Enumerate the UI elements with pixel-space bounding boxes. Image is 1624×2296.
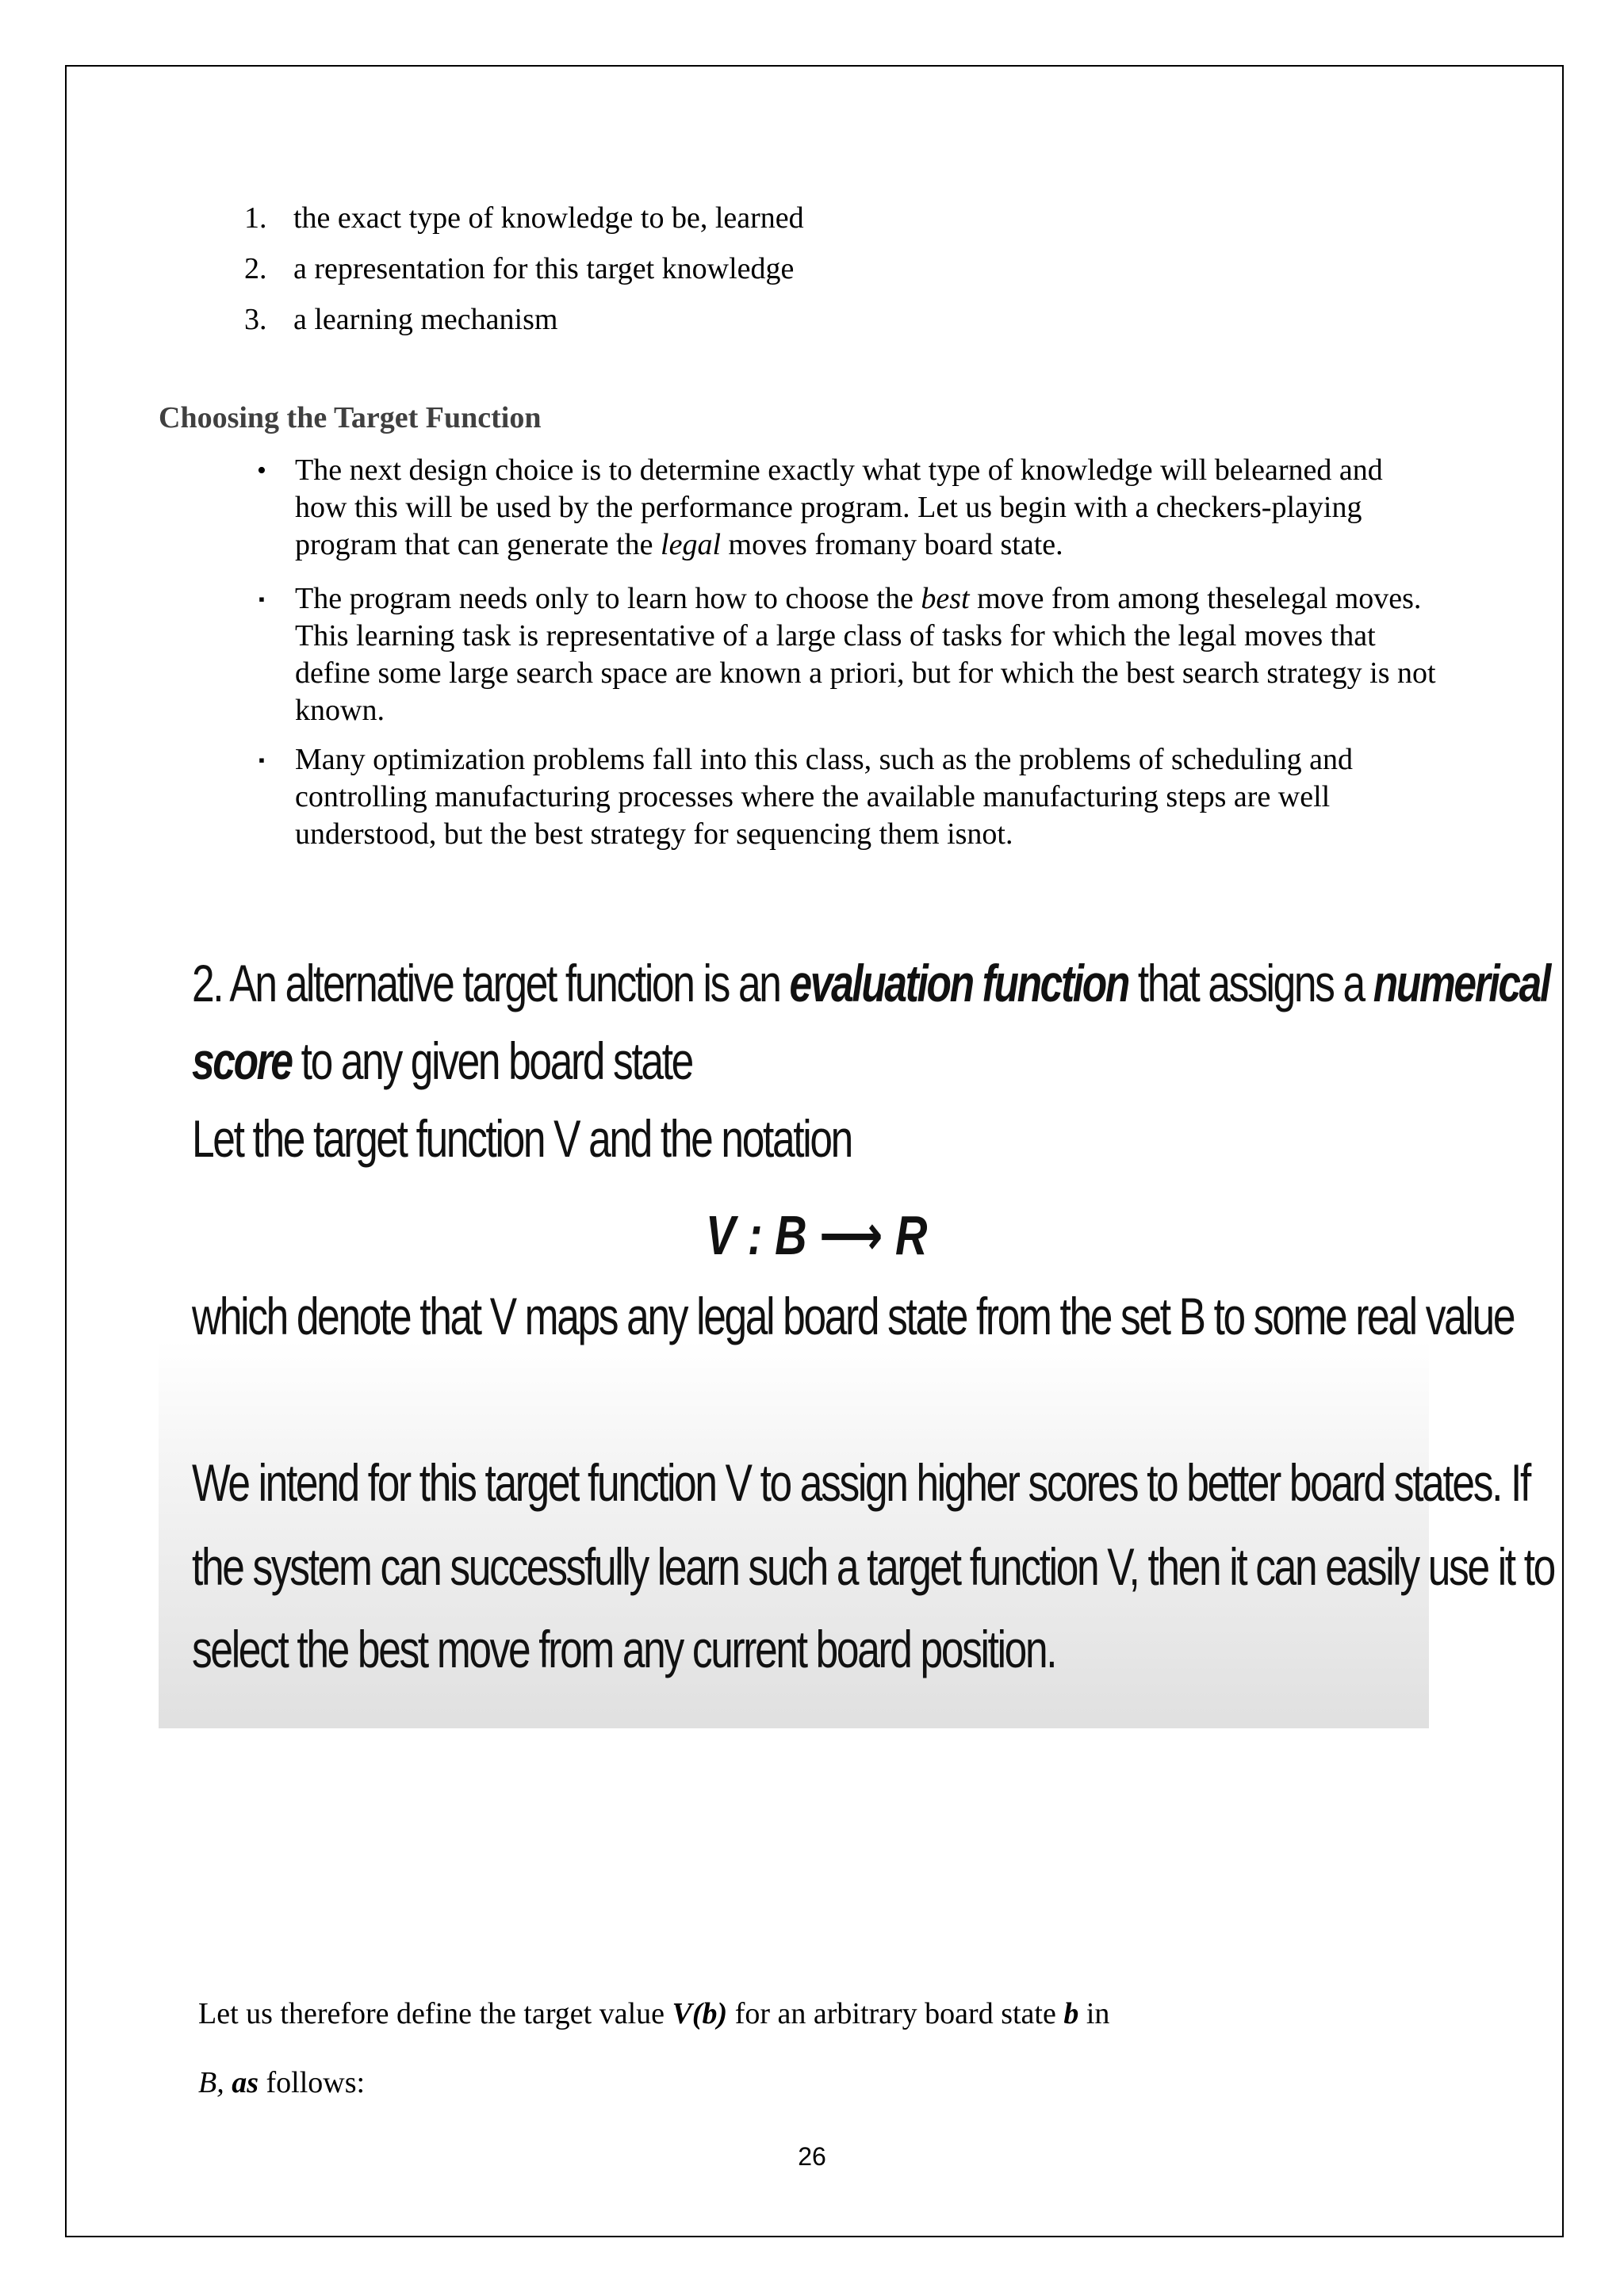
list-text: a learning mechanism xyxy=(293,303,558,336)
closing-line xyxy=(198,1995,1109,2033)
closing-line xyxy=(198,2064,365,2102)
closing-emphasis: as xyxy=(232,2066,259,2099)
bullet-emphasis: best xyxy=(921,582,970,615)
bullet-text: The next design choice is to determine exactly what type of knowledge will belearned and how this will be used by the performance program. Let us begin with a checkers-playing program that can generate the xyxy=(295,453,1383,561)
closing-text: in xyxy=(1078,1997,1110,2030)
bullet-square-icon: ▪ xyxy=(259,750,265,770)
closing-text: for an arbitrary board state xyxy=(727,1997,1064,2030)
figure-text: 2. An alternative target function is an xyxy=(192,954,790,1012)
bullet-square-icon: ▪ xyxy=(259,589,265,609)
bullet-text: move from among theselegal moves. This learning task is representative of a large class of tasks for which the legal moves that define some large search space are known a priori, but for which the best search strategy is not known. xyxy=(295,582,1436,727)
bullet-item xyxy=(259,580,1437,729)
figure-text: that assigns a xyxy=(1128,954,1373,1012)
figure-line xyxy=(192,953,1549,1013)
list-text: the exact type of knowledge to be, learned xyxy=(293,201,804,235)
figure-emphasis: score xyxy=(192,1031,292,1090)
bullet-text: moves fromany board state. xyxy=(721,528,1063,561)
list-item xyxy=(244,250,794,288)
bullet-item xyxy=(257,452,1437,564)
closing-text: Let us therefore define the target value xyxy=(198,1997,672,2030)
figure-emphasis: numerical xyxy=(1373,954,1549,1012)
bullet-text: Many optimization problems fall into this class, such as the problems of scheduling and controlling manufacturing processes where the available manufacturing steps are well understood, but the best strategy for sequencing them isnot. xyxy=(295,743,1353,851)
closing-emphasis: B, xyxy=(198,2066,232,2099)
figure-emphasis: evaluation function xyxy=(789,954,1128,1012)
list-item xyxy=(244,199,804,237)
list-text: a representation for this target knowledge xyxy=(293,252,795,285)
closing-text: follows: xyxy=(259,2066,366,2099)
list-item xyxy=(244,300,557,339)
closing-emphasis: b xyxy=(1063,1997,1079,2030)
bullet-text: The program needs only to learn how to choose the xyxy=(295,582,921,615)
closing-emphasis: V(b) xyxy=(672,1997,728,2030)
list-number: 1. xyxy=(244,201,267,235)
figure-line: which denote that V maps any legal board state from the set B to some real value xyxy=(192,1287,1515,1345)
list-number: 2. xyxy=(244,252,267,285)
figure-line: We intend for this target function V to assign higher scores to better board states. If xyxy=(192,1453,1530,1512)
figure-line xyxy=(192,1031,692,1091)
slide-figure xyxy=(159,866,1554,1728)
page-number: 26 xyxy=(798,2142,826,2171)
figure-formula: V : B ⟶ R xyxy=(706,1204,928,1266)
section-heading: Choosing the Target Function xyxy=(159,401,542,434)
figure-line: Let the target function V and the notation xyxy=(192,1109,852,1168)
bullet-emphasis: legal xyxy=(661,528,722,561)
bullet-dot-icon: • xyxy=(257,456,266,485)
list-number: 3. xyxy=(244,303,267,336)
figure-line: select the best move from any current board position. xyxy=(192,1620,1056,1678)
figure-line: the system can successfully learn such a target function V, then it can easily use it to xyxy=(192,1537,1554,1596)
bullet-item xyxy=(259,741,1437,853)
figure-text: to any given board state xyxy=(291,1031,692,1090)
